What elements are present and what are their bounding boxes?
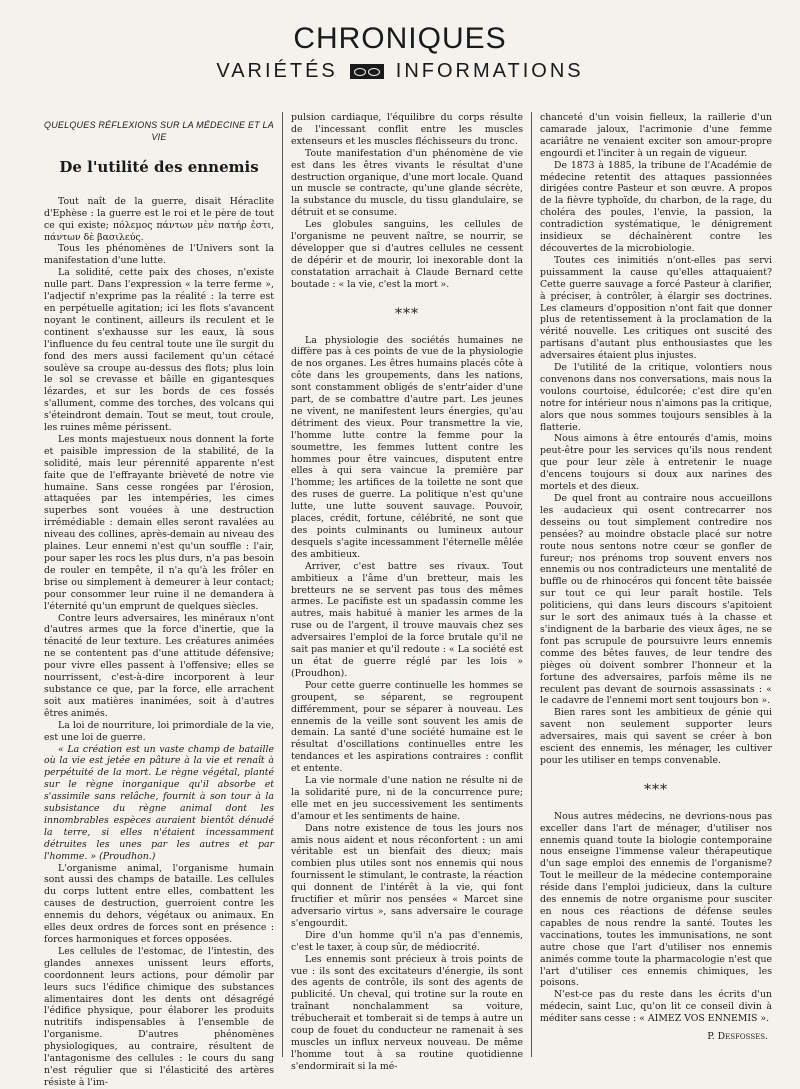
column-divider: [531, 112, 532, 1057]
paragraph: La loi de nourriture, loi primordiale de la vie, est une loi de guerre.: [44, 719, 274, 743]
paragraph: Les globules sanguins, les cellules de l'organisme ne peuvent naître, se nourrir, se développer que si d'autres cellules ne cessent de dépérir et de mourir, loi inexorable dont la constatation arrachait à Claude Bernard cette boutade : « la vie, c'est la mort ».: [291, 219, 523, 290]
paragraph: De l'utilité de la critique, volontiers nous convenons dans nos conversations, mais nous la voulons courtoise, édulcorée; c'est dire qu'en notre for intérieur nous n'aimons pas la critique, alors que nous sommes toujours sensibles à la flatterie.: [540, 362, 772, 433]
author-signature: P. Desfosses.: [707, 1031, 768, 1043]
paragraph: N'est-ce pas du reste dans les écrits d'un médecin, saint Luc, qu'on lit ce conseil divin à méditer sans cesse : « AIMEZ VOS ENNEMIS ».: [540, 989, 772, 1025]
ornament-icon: [350, 64, 384, 79]
column-divider: [282, 112, 283, 1057]
paragraph: Les monts majestueux nous donnent la forte et paisible impression de la stabilité, de la solidité, mais leur pérennité apparente n'est faite que de l'effrayante brièveté de notre vie humaine. Sans cesse rongées par l'érosion, attaquées par les intempéries, les cimes superbes sont vouées à une destruction irrémédiable : demain elles seront ravalées au niveau des collines, après-demain au niveau des plaines. Leur ennemi n'est qu'un souffle : l'air, pour saper les rocs les plus durs, n'a pas besoin de rouler en tempête, il n'a qu'à les frôler en brise ou simplement à demeurer à leur contact; pour consommer leur ruine il ne demandera à l'éternité qu'un emprunt de quelques siècles.: [44, 433, 274, 612]
paragraph: chanceté d'un voisin fielleux, la raillerie d'un camarade jaloux, l'acrimonie d'une femme acariâtre ne venaient exciter son amour-propre engourdi et l'inciter à un regain de vigueur.: [540, 112, 772, 159]
column-2: [291, 112, 523, 1072]
section-title: CHRONIQUES: [293, 22, 507, 55]
paragraph: Tout naît de la guerre, disait Héraclite d'Ephèse : la guerre est le roi et le père de tout ce qui existe; πόλεμος πάντων μὲν πατήρ ἐστι, πάντων δὲ βασιλεύς.: [44, 195, 274, 243]
article-kicker: QUELQUES RÉFLEXIONS SUR LA MÉDECINE ET LA VIE: [44, 120, 274, 142]
paragraph: La solidité, cette paix des choses, n'existe nulle part. Dans l'expression « la terre ferme », l'adjectif n'exprime pas la réalité : la terre est en perpétuelle agitation; ici les flots s'avancent noyant le continent, ailleurs ils reculent et le continent s'exhausse sur les eaux, là sous l'influence du feu central toute une île surgit du fond des mers aussi facilement qu'un cétacé soulève sa croupe au-dessus des flots; plus loin le sol se crevasse et bâille en gigantesques lézardes, et sur les bords de ces fossés s'allument, comme des torches, des volcans qui s'éteindront demain. Tout se meut, tout croule, les ruines même périssent.: [44, 267, 274, 434]
column-1: [44, 112, 274, 1088]
paragraph: Nous aimons à être entourés d'amis, moins peut-être pour les services qu'ils nous rendent que pour leur zèle à entretenir le nuage d'encens toujours si doux aux narines des mortels et des dieux.: [540, 433, 772, 493]
paragraph: De quel front au contraire nous accueillons les audacieux qui osent contrecarrer nos desseins ou tout simplement contredire nos pensées? au moindre obstacle placé sur notre route nous sentons notre cœur se gonfler de fureur; nos prénoms trop souvent envers nos ennemis ou nos contradicteurs une mentalité de buffle ou de rhinocéros qui foncent tête baissée sur tout ce qui leur paraît hostile. Tels politiciens, qui dans leurs discours s'apitoient sur le sort des animaux tués à la chasse et s'indignent de la barbarie des vieux âges, ne se font pas scrupule de poursuivre leurs ennemis comme des bêtes fauves, de leur tendre des pièges où doivent sombrer l'honneur et la fortune des adversaires, parfois même ils ne reculent pas devant de sournois assassinats : « le cadavre de l'ennemi mort sent toujours bon ».: [540, 493, 772, 707]
paragraph: Toutes ces inimitiés n'ont-elles pas servi puissamment la cause qu'elles attaquaient? Cette guerre sauvage a forcé Pasteur à clarifier, à préciser, à contrôler, à élargir ses doctrines. Les clameurs d'opposition n'ont fait que donner plus de retentissement à la proclamation de la vérité nouvelle. Les critiques ont suscité des partisans d'autant plus enthousiastes que les adversaires étaient plus injustes.: [540, 254, 772, 362]
paragraph: Tous les phénomènes de l'Univers sont la manifestation d'une lutte.: [44, 243, 274, 267]
column-3: [540, 112, 772, 1062]
paragraph: De 1873 à 1885, la tribune de l'Académie de médecine retentit des attaques passionnées dirigées contre Pasteur et son œuvre. A propos de la fièvre typhoïde, du charbon, de la rage, du choléra des poules, l'envie, la passion, la contradiction systématique, le dénigrement insidieux se déchaînèrent contre les découvertes de la microbiologie.: [540, 159, 772, 254]
informations-label: INFORMATIONS: [395, 60, 584, 82]
masthead: [0, 22, 800, 84]
paragraph: L'organisme animal, l'organisme humain sont aussi des champs de bataille. Les cellules du corps luttent entre elles, combattent les causes de destruction, guerroient contre les ennemis du dehors, végétaux ou animaux. En elles deux ordres de forces sont en présence : forces harmoniques et forces opposées.: [44, 862, 274, 945]
paragraph: Pour cette guerre continuelle les hommes se groupent, se séparent, se regroupent différemment, pour se séparer à nouveau. Les ennemis de la veille sont souvent les amis de demain. La santé d'une société humaine est le résultat d'oscillations continuelles entre les tendances et les aspirations contraires : conflit et entente.: [291, 679, 523, 775]
paragraph: Bien rares sont les ambitieux de génie qui savent non seulement supporter leurs adversaires, mais qui savent se créer à bon escient des ennemis, les ménager, les cultiver pour les utiliser en temps convenable.: [540, 707, 772, 766]
paragraph: La vie normale d'une nation ne résulte ni de la solidarité pure, ni de la concurrence pure; elle met en jeu successivement les sentiments d'amour et les sentiments de haine.: [291, 775, 523, 822]
paragraph: Toute manifestation d'un phénomène de vie est dans les êtres vivants le résultat d'une destruction organique, d'une mort locale. Quand un muscle se contracte, qu'une glande sécrète, la substance du muscle, du tissu glandulaire, se détruit et se consume.: [291, 147, 523, 219]
article-title: De l'utilité des ennemis: [59, 157, 259, 176]
section-separator: ***: [395, 305, 419, 322]
section-subtitle: [0, 58, 800, 84]
paragraph: Les cellules de l'estomac, de l'intestin, des glandes annexes unissent leurs efforts, coordonnent leurs actions, pour démolir par leurs sucs l'édifice chimique des substances alimentaires dont les dents ont désagrégé l'édifice physique, pour élaborer les produits nutritifs indispensables à l'ensemble de l'organisme. D'autres phénomènes physiologiques, au contraire, résultent de l'antagonisme des cellules : le cours du sang n'est régulier que si l'élasticité des artères résiste à l'im-: [44, 945, 274, 1088]
paragraph: Dire d'un homme qu'il n'a pas d'ennemis, c'est le taxer, à coup sûr, de médiocrité.: [291, 929, 523, 953]
paragraph: La physiologie des sociétés humaines ne diffère pas à ces points de vue de la physiologie de nos organes. Les êtres humains placés côte à côte dans les groupements, dans les nations, sont constamment obligés de s'entr'aider d'une part, de se combattre d'autre part. Les jeunes ne vivent, ne manifestent leurs énergies, qu'au détriment des vieux. Pour transmettre la vie, l'homme lutte contre la femme pour la soumettre, les femmes luttent contre les hommes pour être vaincues, disputent entre elles à qui sera vaincue la première par l'homme; les artifices de la toilette ne sont que des ruses de guerre. La politique n'est qu'une lutte, une lutte souvent sauvage. Pouvoir, places, crédit, fortune, célébrité, ne sont que des points culminants ou lumineux autour desquels s'agite incessamment l'éternelle mêlée des ambitieux.: [291, 334, 523, 560]
article-body: [44, 112, 772, 1088]
paragraph: pulsion cardiaque, l'équilibre du corps résulte de l'incessant conflit entre les muscles extenseurs et les muscles fléchisseurs du tronc.: [291, 112, 523, 147]
quote-proudhon: « La création est un vaste champ de bataille où la vie est jetée en pâture à la vie et renaît à perpétuité de la mort. Le règne végétal, planté sur le règne inorganique qu'il absorbe et s'assimile sans relâche, fournit à son tour à la subsistance du règne animal dont les innombrables espèces auraient bientôt dénudé la terre, si elles n'étaient incessamment détruites les unes par les autres et par l'homme. » (Proudhon.): [44, 743, 274, 862]
paragraph: Arriver, c'est battre ses rivaux. Tout ambitieux a l'âme d'un bretteur, mais les bretteurs ne se servent pas tous des mêmes armes. Le pacifiste est un spadassin comme les autres, mais habitué à manier les armes de la ruse ou de l'argent, il trouve mauvais chez ses adversaires l'emploi de la force brutale qu'il ne sait pas manier et qu'il redoute : « La société est un état de guerre réglé par les lois » (Proudhon).: [291, 560, 523, 679]
paragraph: Les ennemis sont précieux à trois points de vue : ils sont des excitateurs d'énergie, ils sont des agents de contrôle, ils sont des agents de publicité. Un cheval, qui trotine sur la route en traînant nonchalamment sa voiture, trébucherait et tomberait si de temps à autre un coup de fouet du conducteur ne ramenait à ses muscles un influx nerveux nouveau. De même l'homme tout à sa routine quotidienne s'endormirait si la mé-: [291, 953, 523, 1072]
paragraph: Nous autres médecins, ne devrions-nous pas exceller dans l'art de ménager, d'utiliser nos ennemis quand toute la biologie contemporaine nous enseigne l'immense valeur thérapeutique d'un sage emploi des ennemis de l'organisme? Tout le meilleur de la médecine contemporaine réside dans l'emploi judicieux, dans la culture des ennemis de notre organisme pour susciter en nous ces réactions de défense seules capables de nous rendre la santé. Toutes les vaccinations, toutes les immunisations, ne sont autre chose que l'art d'utiliser nos ennemis animés comme toute la pharmacologie n'est que l'art d'utiliser ces ennemis chimiques, les poisons.: [540, 810, 772, 989]
section-separator: ***: [644, 781, 668, 798]
varietes-label: VARIÉTÉS: [216, 60, 338, 82]
paragraph: Contre leurs adversaires, les minéraux n'ont d'autres armes que la force d'inertie, que la ténacité de leur texture. Les créatures animées ne se contentent pas d'une attitude défensive; pour vivre elles passent à l'offensive; elles se nourrissent, c'est-à-dire incorporent à leur substance ce que, par la force, elle arrachent soit aux matières inanimées, soit à d'autres êtres animés.: [44, 612, 274, 719]
paragraph: Dans notre existence de tous les jours nos amis nous aident et nous réconfortent : un ami véritable est un bienfait des dieux; mais combien plus utiles sont nos ennemis qui nous fournissent le stimulant, le contraste, la réaction qui donnent de l'intérêt à la vie, qui font fructifier et mûrir nos pensées « Marcet sine adversario virtus », sans adversaire le courage s'engourdit.: [291, 822, 523, 929]
